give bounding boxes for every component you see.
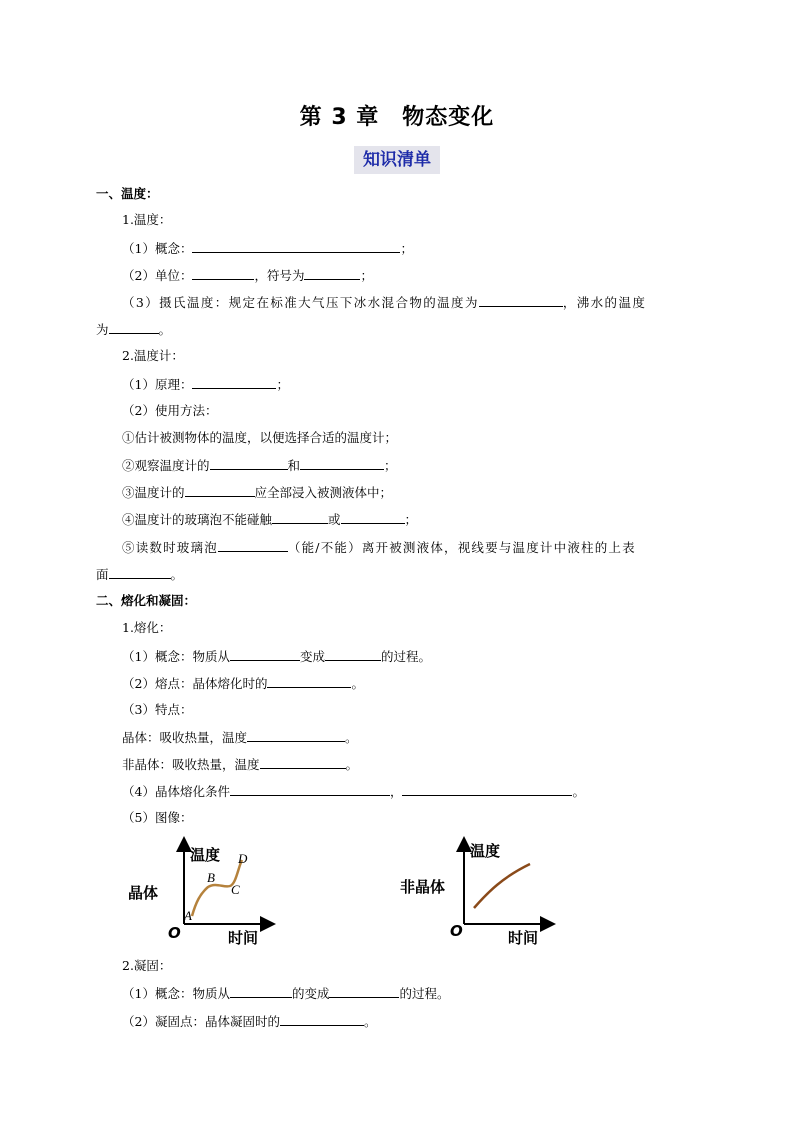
step-text: ②观察温度计的	[122, 458, 210, 473]
point-d-label: D	[238, 851, 248, 866]
line-unit	[122, 267, 373, 284]
line-celsius	[122, 294, 646, 311]
principle-label: （1）原理：	[122, 377, 193, 392]
page-title: 第 3 章 物态变化	[299, 105, 495, 130]
punctuation: 。	[572, 784, 585, 799]
melting-point-text: （2）熔点：晶体熔化时的	[122, 676, 268, 691]
subsection-thermometer: 2.温度计：	[122, 348, 184, 363]
melting-point	[122, 675, 364, 692]
step-text: 或	[328, 512, 341, 527]
fill-blank	[300, 457, 384, 470]
y-axis-label: 温度	[190, 846, 221, 864]
fill-blank	[304, 267, 360, 280]
fill-blank	[185, 484, 255, 497]
punctuation: 。	[363, 1014, 377, 1029]
concept-text: 的过程。	[399, 986, 450, 1001]
feature-text: 非晶体：吸收热量，温度	[122, 757, 260, 772]
usage-step-3	[122, 484, 392, 501]
solidification-concept	[122, 985, 450, 1002]
fill-blank	[218, 539, 288, 552]
figure-label: 非晶体	[400, 878, 446, 896]
condition-text: （4）晶体熔化条件	[122, 784, 230, 799]
punctuation: ；	[384, 458, 397, 473]
section-heading-temperature: 一、温度：	[96, 186, 159, 201]
point-b-label: B	[207, 870, 215, 885]
section-heading-melting: 二、熔化和凝固：	[96, 593, 197, 608]
fill-blank	[267, 675, 351, 688]
origin-label: O	[168, 924, 181, 942]
fill-blank	[341, 511, 405, 524]
melting-condition	[122, 783, 585, 800]
punctuation: ，	[389, 784, 403, 799]
fill-blank	[329, 985, 399, 998]
subsection-melting: 1.熔化：	[122, 620, 172, 635]
fill-blank	[230, 648, 300, 661]
amorphous-melting-graph	[398, 832, 558, 947]
fill-blank	[109, 566, 171, 579]
fill-blank	[230, 783, 390, 796]
section-subtitle: 知识清单	[354, 146, 440, 174]
point-c-label: C	[231, 882, 240, 897]
fill-blank	[280, 1013, 364, 1026]
concept-text: 的过程。	[380, 649, 431, 664]
punctuation: ；	[404, 512, 418, 527]
step-text: 面	[96, 567, 109, 582]
crystal-melting-graph	[128, 832, 278, 947]
celsius-text-2: ，沸水的温度	[562, 295, 647, 310]
solidification-point	[122, 1013, 376, 1030]
fill-blank	[402, 783, 572, 796]
fill-blank	[325, 648, 381, 661]
concept-text: （1）概念：物质从	[122, 649, 230, 664]
graph-label: （5）图像：	[122, 810, 193, 825]
features-label: （3）特点：	[122, 702, 193, 717]
punctuation: ；	[360, 268, 373, 283]
usage-step-4	[122, 511, 417, 528]
fill-blank	[210, 457, 288, 470]
fill-blank	[192, 376, 276, 389]
punctuation: 。	[345, 730, 358, 745]
figure-label: 晶体	[128, 884, 159, 902]
amorphous-feature	[122, 756, 358, 773]
line-celsius-cont	[96, 321, 171, 338]
fill-blank	[479, 294, 563, 307]
usage-step-5-cont	[96, 566, 183, 583]
x-axis-label: 时间	[228, 929, 259, 947]
celsius-text-3: 为	[96, 322, 109, 337]
step-text: 应全部浸入被测液体中；	[254, 485, 393, 500]
subsection-temperature: 1.温度：	[122, 212, 172, 227]
concept-label: （1）概念：	[122, 241, 193, 256]
usage-step-1: ①估计被测物体的温度，以便选择合适的温度计；	[122, 430, 398, 445]
subsection-solidification: 2.凝固：	[122, 958, 172, 973]
point-text: （2）凝固点：晶体凝固时的	[122, 1014, 280, 1029]
melting-concept	[122, 648, 431, 665]
fill-blank	[192, 240, 400, 253]
line-principle	[122, 376, 289, 393]
crystal-feature	[122, 729, 358, 746]
fill-blank	[247, 729, 345, 742]
celsius-text: （3）摄氏温度：规定在标准大气压下冰水混合物的温度为	[122, 295, 479, 310]
step-text: ④温度计的玻璃泡不能碰触	[122, 512, 273, 527]
step-text: 和	[287, 458, 301, 473]
punctuation: ；	[276, 377, 289, 392]
punctuation: ；	[400, 241, 413, 256]
fill-blank	[272, 511, 328, 524]
step-text: ③温度计的	[122, 485, 185, 500]
concept-text: 的变成	[291, 986, 330, 1001]
punctuation: 。	[170, 567, 184, 582]
melting-curve	[474, 864, 530, 908]
usage-step-2	[122, 457, 397, 474]
feature-text: 晶体：吸收热量，温度	[122, 730, 248, 745]
punctuation: 。	[158, 322, 172, 337]
fill-blank	[109, 321, 159, 334]
line-concept	[122, 240, 413, 257]
point-a-label: A	[184, 908, 192, 923]
step-text: （能/不能）离开被测液体，视线要与温度计中液柱的上表	[287, 540, 636, 555]
fill-blank	[230, 985, 292, 998]
unit-label: （2）单位：	[122, 268, 193, 283]
y-axis-label: 温度	[470, 842, 501, 860]
usage-step-5	[122, 539, 636, 556]
x-axis-label: 时间	[508, 929, 539, 947]
step-text: ⑤读数时玻璃泡	[122, 540, 218, 555]
fill-blank	[192, 267, 254, 280]
punctuation: 。	[351, 676, 364, 691]
concept-text: 变成	[299, 649, 325, 664]
fill-blank	[260, 756, 346, 769]
concept-text: （1）概念：物质从	[122, 986, 230, 1001]
symbol-label: ，符号为	[254, 268, 305, 283]
usage-label: （2）使用方法：	[122, 403, 218, 418]
origin-label: O	[450, 922, 463, 940]
punctuation: 。	[345, 757, 359, 772]
